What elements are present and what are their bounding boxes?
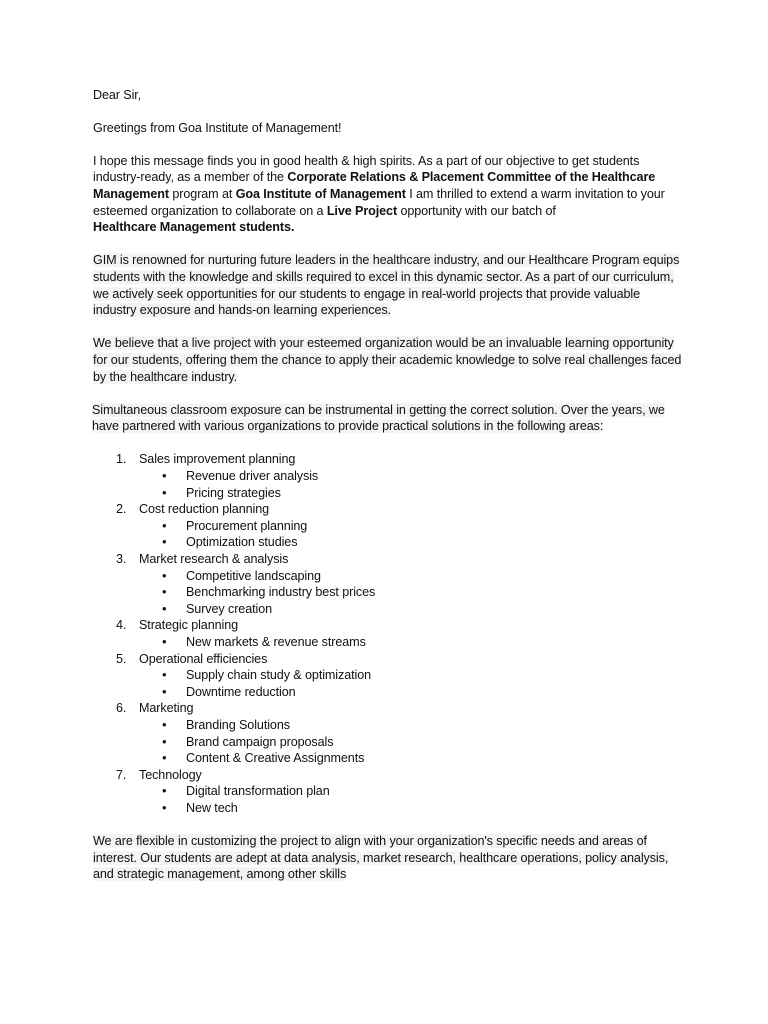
- area-heading: [93, 651, 683, 668]
- sub-item-text: Benchmarking industry best prices: [186, 585, 376, 600]
- sub-item: [93, 634, 683, 651]
- area-number: 4.: [116, 618, 127, 633]
- area-heading: [93, 617, 683, 634]
- sub-item: [93, 485, 683, 502]
- sub-item: [93, 584, 683, 601]
- sub-item-text: New tech: [186, 800, 238, 815]
- sub-item: [93, 568, 683, 585]
- area-item: [93, 767, 683, 817]
- student-batch-label: Healthcare Management students.: [93, 220, 295, 235]
- bullet-icon: •: [162, 484, 167, 500]
- areas-intro-text: Simultaneous classroom exposure can be instrumental in getting the correct solution. Over the years, we have partnered with various organizations to provide practical solutions in the following areas:: [92, 402, 665, 434]
- intro-text-2: program at: [168, 186, 236, 201]
- sub-item: [93, 667, 683, 684]
- area-subitems: [93, 717, 683, 767]
- area-item: [93, 651, 683, 701]
- bullet-icon: •: [162, 750, 167, 766]
- area-subitems: [93, 518, 683, 551]
- area-subitems: [93, 468, 683, 501]
- value-paragraph: [93, 335, 683, 385]
- bullet-icon: •: [162, 783, 167, 799]
- intro-text-4: opportunity with our batch of: [397, 203, 556, 218]
- sub-item-text: Pricing strategies: [186, 485, 281, 500]
- sub-item: [93, 734, 683, 751]
- bullet-icon: •: [162, 683, 167, 699]
- areas-list: [93, 451, 683, 816]
- closing-text: We are flexible in customizing the project to align with your organization's specific needs and areas of interest. Our students are adept at data analysis, market research, healthcare operations, policy analysis, and strategic management, among other skills: [93, 834, 669, 882]
- area-number: 1.: [116, 452, 127, 467]
- area-item: [93, 501, 683, 551]
- sub-item: [93, 800, 683, 817]
- areas-intro-paragraph: [92, 402, 683, 435]
- area-number: 6.: [116, 701, 127, 716]
- letter-body: [93, 87, 683, 883]
- sub-item-text: Supply chain study & optimization: [186, 668, 372, 683]
- bullet-icon: •: [162, 716, 167, 732]
- sub-item-text: Digital transformation plan: [186, 784, 330, 799]
- area-title: Strategic planning: [139, 618, 239, 633]
- sub-item-text: Competitive landscaping: [186, 568, 321, 583]
- area-heading: [93, 501, 683, 518]
- bullet-icon: •: [162, 468, 167, 484]
- bullet-icon: •: [162, 799, 167, 815]
- salutation: Dear Sir,: [93, 88, 142, 102]
- about-gim-paragraph: [93, 252, 683, 318]
- institute-name: Goa Institute of Management: [235, 186, 406, 201]
- sub-item: [93, 468, 683, 485]
- area-number: 2.: [116, 502, 127, 517]
- area-subitems: [93, 783, 683, 816]
- area-number: 7.: [116, 767, 127, 782]
- sub-item-text: Procurement planning: [186, 518, 308, 533]
- sub-item: [93, 518, 683, 535]
- bullet-icon: •: [162, 733, 167, 749]
- sub-item-text: Branding Solutions: [186, 717, 290, 732]
- about-gim-text: GIM is renowned for nurturing future leaders in the healthcare industry, and our Healthcare Program equips students with the knowledge and skills required to excel in this dynamic sector. As a part of our curriculum, we actively seek opportunities for our students to engage in real-world projects that provide valuable industry exposure and hands-on learning experiences.: [93, 253, 680, 318]
- area-number: 5.: [116, 651, 127, 666]
- intro-paragraph: [93, 153, 683, 236]
- area-subitems: [93, 568, 683, 618]
- sub-item-text: New markets & revenue streams: [186, 635, 366, 649]
- bullet-icon: •: [162, 534, 167, 550]
- area-heading: [93, 451, 683, 468]
- sub-item: [93, 750, 683, 767]
- sub-item: [93, 684, 683, 701]
- area-title: Sales improvement planning: [139, 452, 296, 467]
- closing-paragraph: [93, 833, 683, 883]
- sub-item-text: Downtime reduction: [186, 684, 296, 699]
- greeting-line: Greetings from Goa Institute of Management!: [93, 120, 342, 135]
- sub-item-text: Optimization studies: [186, 535, 298, 550]
- area-subitems: [93, 667, 683, 700]
- bullet-icon: •: [162, 567, 167, 583]
- area-item: [93, 551, 683, 617]
- committee-name: Corporate Relations & Placement Committee of the Healthcare Management: [93, 170, 656, 201]
- bullet-icon: •: [162, 667, 167, 683]
- area-heading: [93, 767, 683, 784]
- bullet-icon: •: [162, 600, 167, 616]
- area-item: [93, 700, 683, 766]
- area-item: [93, 617, 683, 650]
- sub-item: [93, 783, 683, 800]
- sub-item-text: Brand campaign proposals: [186, 734, 334, 749]
- sub-item-text: Content & Creative Assignments: [186, 751, 365, 766]
- sub-item-text: Survey creation: [186, 601, 272, 616]
- live-project-label: Live Project: [326, 203, 398, 218]
- intro-text-3: I am thrilled to extend a warm invitation to your esteemed organization to collaborate on a: [93, 186, 665, 218]
- bullet-icon: •: [162, 634, 167, 649]
- sub-item: [93, 534, 683, 551]
- area-heading: [93, 700, 683, 717]
- area-number: 3.: [116, 552, 127, 567]
- intro-text-1: I hope this message finds you in good health & high spirits. As a part of our objective to get students industry-ready, as a member of the: [93, 153, 640, 185]
- area-title: Marketing: [139, 701, 194, 716]
- area-heading: [93, 551, 683, 568]
- area-title: Market research & analysis: [139, 552, 289, 567]
- area-subitems: [93, 634, 683, 651]
- bullet-icon: •: [162, 584, 167, 600]
- area-title: Cost reduction planning: [139, 502, 270, 517]
- area-title: Operational efficiencies: [139, 651, 268, 666]
- area-title: Technology: [139, 767, 202, 782]
- area-item: [93, 451, 683, 501]
- sub-item: [93, 717, 683, 734]
- value-text: We believe that a live project with your esteemed organization would be an invaluable learning opportunity for our students, offering them the chance to apply their academic knowledge to solve real challenges faced by the healthcare industry.: [93, 336, 682, 384]
- bullet-icon: •: [162, 517, 167, 533]
- sub-item: [93, 601, 683, 618]
- sub-item-text: Revenue driver analysis: [186, 469, 319, 484]
